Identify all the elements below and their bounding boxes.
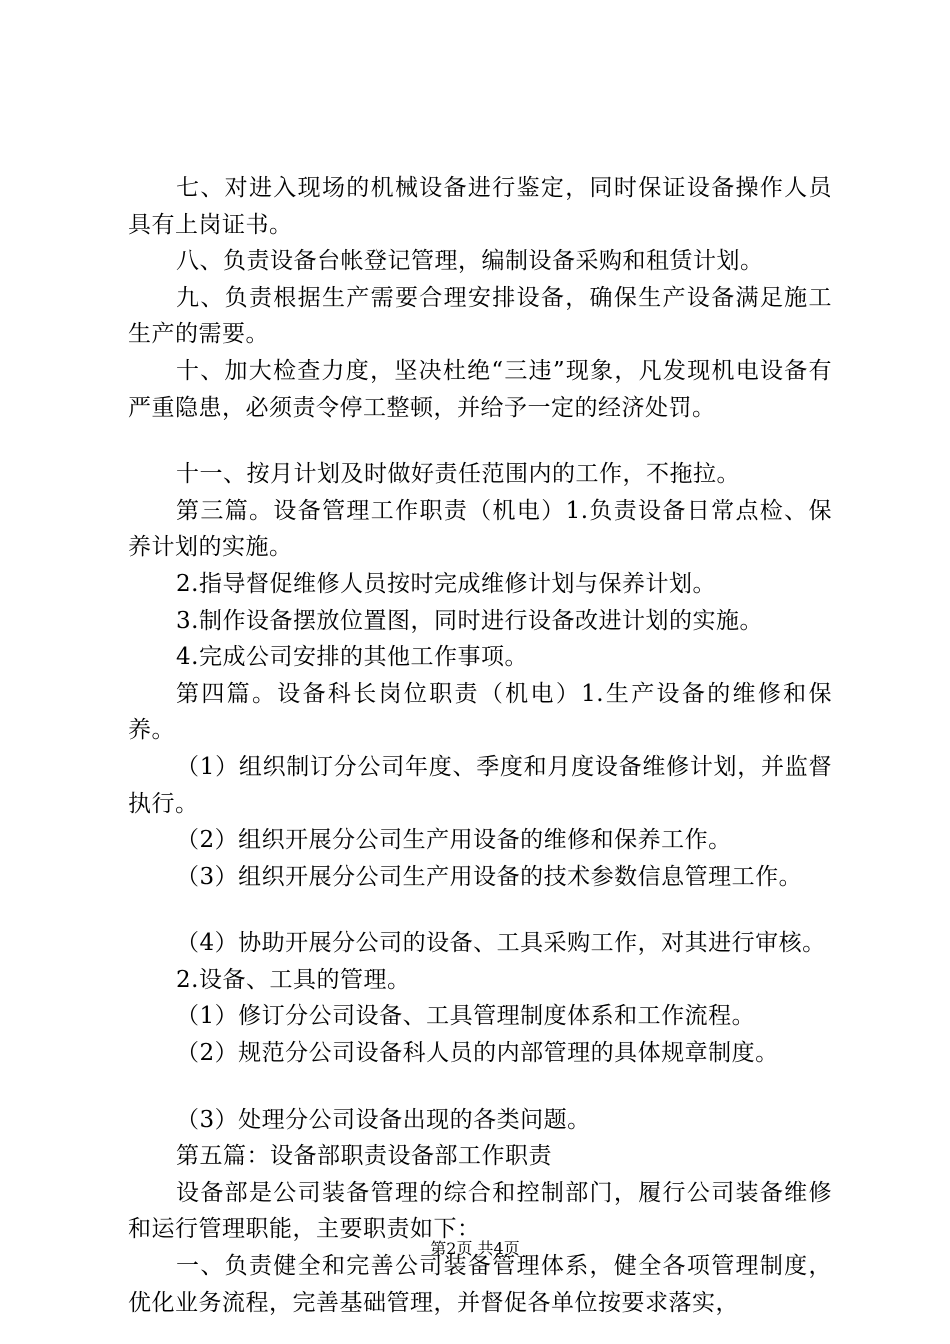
paragraph: （1）组织制订分公司年度、季度和月度设备维修计划，并监督执行。 bbox=[128, 753, 832, 817]
paragraph: 2.指导督促维修人员按时完成维修计划与保养计划。 bbox=[176, 570, 716, 597]
paragraph: （4）协助开展分公司的设备、工具采购工作，对其进行审核。 bbox=[176, 930, 826, 957]
paragraph: （2）组织开展分公司生产用设备的维修和保养工作。 bbox=[176, 827, 732, 854]
paragraph: （3）处理分公司设备出现的各类问题。 bbox=[176, 1106, 591, 1133]
page-footer: 第2页 共4页 bbox=[430, 1239, 520, 1258]
paragraph: 第三篇。设备管理工作职责（机电）1.负责设备日常点检、保养计划的实施。 bbox=[128, 497, 832, 561]
paragraph: 第四篇。设备科长岗位职责（机电）1.生产设备的维修和保养。 bbox=[128, 680, 832, 744]
paragraph: 4.完成公司安排的其他工作事项。 bbox=[176, 644, 528, 671]
document-body bbox=[128, 170, 832, 1321]
paragraph: 一、负责健全和完善公司装备管理体系，健全各项管理制度，优化业务流程，完善基础管理，并督促各单位按要求落实， bbox=[128, 1253, 832, 1316]
paragraph: 八、负责设备台帐登记管理，编制设备采购和租赁计划。 bbox=[176, 248, 764, 275]
paragraph: （1）修订分公司设备、工具管理制度体系和工作流程。 bbox=[176, 1003, 756, 1030]
paragraph: 九、负责根据生产需要合理安排设备，确保生产设备满足施工生产的需要。 bbox=[128, 284, 832, 348]
paragraph: （2）规范分公司设备科人员的内部管理的具体规章制度。 bbox=[176, 1040, 779, 1067]
paragraph: 十、加大检查力度，坚决杜绝“三违”现象，凡发现机电设备有严重隐患，必须责令停工整顿，并给予一定的经济处罚。 bbox=[128, 357, 832, 421]
paragraph: 3.制作设备摆放位置图，同时进行设备改进计划的实施。 bbox=[176, 607, 763, 634]
section-heading: 第五篇：设备部职责设备部工作职责 bbox=[176, 1143, 552, 1170]
paragraph: （3）组织开展分公司生产用设备的技术参数信息管理工作。 bbox=[176, 863, 803, 890]
paragraph: 十一、按月计划及时做好责任范围内的工作，不拖拉。 bbox=[176, 461, 740, 488]
paragraph: 设备部是公司装备管理的综合和控制部门，履行公司装备维修和运行管理职能，主要职责如下： bbox=[128, 1179, 832, 1243]
paragraph: 2.设备、工具的管理。 bbox=[176, 966, 411, 993]
paragraph: 七、对进入现场的机械设备进行鉴定，同时保证设备操作人员具有上岗证书。 bbox=[128, 175, 832, 238]
